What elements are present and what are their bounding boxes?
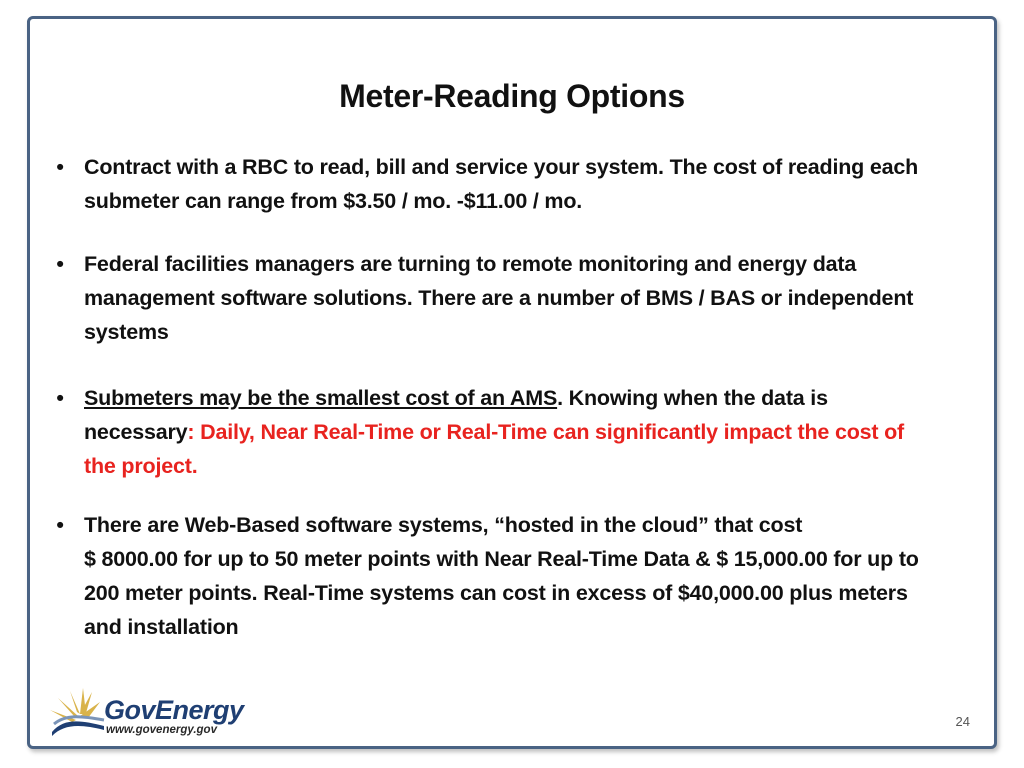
slide-title: Meter-Reading Options (339, 78, 685, 114)
bullet-text: Contract with a RBC to read, bill and service your system. The cost of reading each submeter can range from $3.50 / mo. -$11.00 / mo. (84, 155, 919, 213)
logo-name: GovEnergy (104, 695, 244, 725)
bullet-text-line-2: $ 8000.00 for up to 50 meter points with Near Real-Time Data & $ 15,000.00 for up to 200 meter points. Real-Time systems can cost in excess of $40,000.00 plus meters and installation (84, 547, 919, 639)
bullet-text-line-1: There are Web-Based software systems, “hosted in the cloud” that cost (84, 513, 803, 537)
bullet-text: Federal facilities managers are turning to remote monitoring and energy data management software solutions. There are a number of BMS / BAS or independent systems (84, 252, 914, 344)
bullet-item-2 (50, 247, 930, 349)
govenergy-logo (50, 688, 270, 738)
bullet-item-3 (50, 381, 930, 483)
bullet-underlined-text: Submeters may be the smallest cost of an AMS (84, 386, 558, 410)
bullet-text: . Knowing when the data is necessary (84, 386, 828, 444)
bullet-marker: • (56, 386, 64, 410)
bullet-marker: • (56, 155, 64, 179)
bullet-marker: • (56, 252, 64, 276)
bullet-highlight-text: : Daily, Near Real-Time or Real-Time can significantly impact the cost of the project. (84, 420, 905, 478)
bullet-item-1 (50, 150, 930, 218)
bullet-item-4 (50, 508, 930, 644)
sunburst-icon (50, 688, 106, 736)
page-number: 24 (955, 714, 970, 729)
logo-url: www.govenergy.gov (106, 724, 217, 736)
bullet-marker: • (56, 513, 64, 537)
